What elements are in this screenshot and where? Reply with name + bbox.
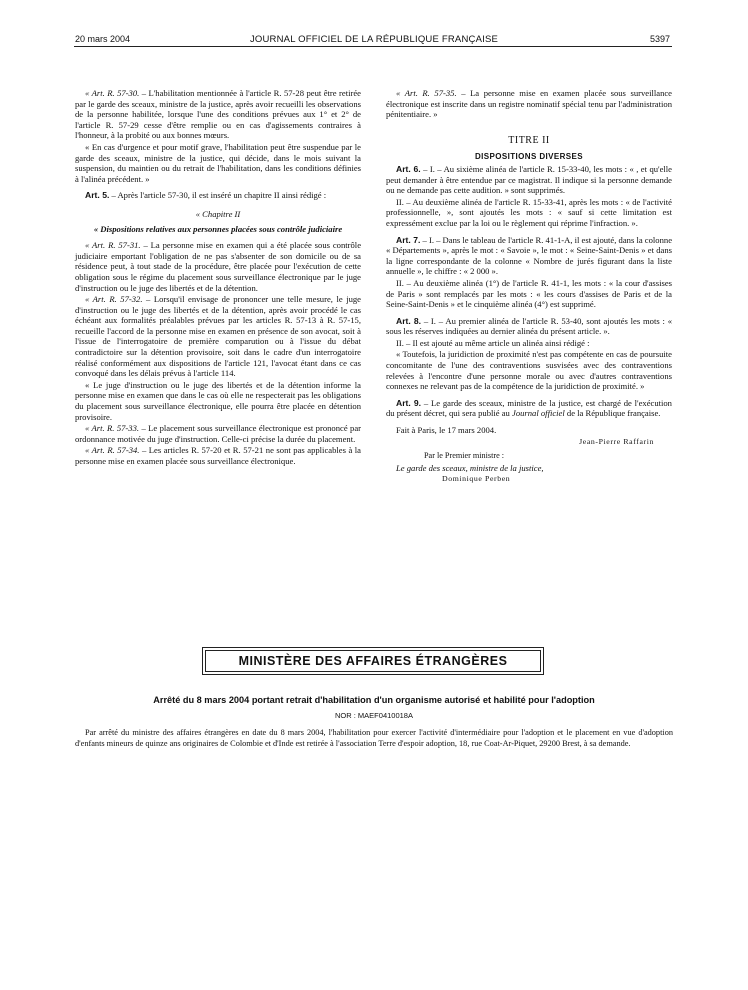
nor-reference: NOR : MAEF0410018A: [335, 711, 413, 720]
article-text: – I. – Au premier alinéa de l'article R. 53-40, sont ajoutés les mots : « sous les réserves indiquées au dernier alinéa du présent article. ».: [386, 315, 672, 337]
signing-place-date: Fait à Paris, le 17 mars 2004.: [396, 425, 497, 436]
header-rule: [74, 46, 672, 47]
minister-name: Dominique Perben: [442, 474, 511, 484]
chapter-title: « Dispositions relatives aux personnes placées sous contrôle judiciaire: [93, 223, 343, 234]
arrete-title: Arrêté du 8 mars 2004 portant retrait d'habilitation d'un organisme autorisé et habilité pour l'adoption: [153, 695, 595, 705]
article-label: Art. 8.: [396, 315, 422, 326]
paragraph: II. – Au deuxième alinéa de l'article R. 15-33-41, après les mots : « de l'activité professionnelle, », sont ajoutés les mots : « sauf si cette limitation est expressément exclue par la loi ou le règlement qui réprime l'infraction. ».: [386, 196, 672, 228]
par-premier-ministre: Par le Premier ministre :: [424, 451, 505, 461]
ministry-box: [202, 647, 544, 675]
article-text: – I. – Au sixième alinéa de l'article R. 15-33-40, les mots : « , et qu'elle peut demander à être entendue par ce magistrat. Il indique si la personne demande ou ne demande pas cette audition. » sont supprimés.: [386, 163, 672, 196]
article-label: « Art. R. 57-35.: [396, 88, 457, 98]
signatory-name: Jean-Pierre Raffarin: [579, 436, 654, 446]
journal-title: JOURNAL OFFICIEL DE LA RÉPUBLIQUE FRANÇAISE: [249, 34, 499, 45]
article-text: – Lorsqu'il envisage de prononcer une telle mesure, le juge d'instruction ou le juge des libertés et de la détention, après avoir procédé le cas échéant aux formalités préalables prévues par les articles R. 57-13 à R. 57-15, recueille l'accord de la personne mise en examen en présence de son avocat, soit à l'issue de l'interrogatoire de première comparution ou à l'issue du débat contradictoire sur la détention provisoire, soit dans le cadre d'un interrogatoire réalisé conformément aux dispositions de l'article 121, l'avocat étant dans ce cas convoqué dans les délais prévus à l'article 114.: [75, 294, 361, 379]
article-label: Art. 9.: [396, 397, 422, 408]
article-8: [386, 316, 672, 337]
art-r57-32: [75, 294, 361, 379]
article-text: – L'habilitation mentionnée à l'article R. 57-28 peut être retirée par le garde des sceaux, ministre de la justice, après avoir recueilli les observations de la personne habilitée, lorsque l'une des conditions prévues aux 1° et 2° de l'article R. 57-29 cesse d'être remplie ou en cas d'agissements contraires à l'honneur, à la probité ou aux bonnes mœurs.: [75, 88, 362, 141]
left-column: [75, 88, 361, 467]
article-text: – Après l'article 57-30, il est inséré un chapitre II ainsi rédigé :: [109, 190, 327, 201]
chapter-heading: « Chapitre II: [195, 208, 241, 219]
article-label: « Art. R. 57-30.: [85, 88, 140, 98]
article-label: Art. 5.: [85, 190, 110, 201]
article-text: – Le placement sous surveillance électronique est prononcé par ordonnance motivée du juge d'instruction. Celle-ci précise la durée du placement.: [75, 423, 361, 444]
article-text: de la République française.: [564, 408, 661, 419]
art-r57-31: [75, 240, 361, 293]
article-label: « Art. R. 57-34.: [85, 445, 140, 456]
article-label: « Art. R. 57-31.: [85, 240, 141, 251]
article-label: « Art. R. 57-33.: [85, 423, 140, 434]
art-r57-30: [75, 88, 361, 141]
article-label: « Art. R. 57-32.: [85, 294, 143, 305]
paragraph: II. – Il est ajouté au même article un alinéa ainsi rédigé :: [396, 337, 590, 348]
paragraph: « Toutefois, la juridiction de proximité n'est pas compétente en cas de poursuite concomitante de l'une des contraventions susvisées avec des contraventions relevées à l'encontre d'une personne morale ou avec d'autres contraventions connexes ne relevant pas de la compétence de la juridiction de proximité. »: [386, 349, 672, 392]
article-label: Art. 6.: [396, 163, 421, 174]
art-r57-34: [75, 445, 361, 466]
page-number: 5397: [649, 34, 670, 44]
ministry-title: MINISTÈRE DES AFFAIRES ÉTRANGÈRES: [205, 650, 541, 672]
arrete-body: Par arrêté du ministre des affaires étrangères en date du 8 mars 2004, l'habilitation pour exercer l'activité d'intermédiaire pour l'adoption et le placement en vue d'adoption d'enfants mineurs de quinze ans originaires de Colombie et d'Inde est retirée à l'association Terre d'espoir adoption, 18, rue Coat-Ar-Piquet, 29200 Brest, à sa demande.: [75, 728, 673, 748]
header-date: 20 mars 2004: [75, 34, 131, 44]
article-5: [75, 190, 361, 201]
article-6: [386, 164, 672, 196]
article-text: – Les articles R. 57-20 et R. 57-21 ne sont pas applicables à la personne mise en examen placée sous surveillance électronique.: [75, 445, 361, 466]
article-text: – La personne mise en examen placée sous surveillance électronique est inscrite dans un registre nominatif spécial tenu par l'administration pénitentiaire. »: [386, 88, 672, 120]
paragraph: « Le juge d'instruction ou le juge des libertés et de la détention informe la personne mise en examen que dans le cas où elle ne respecterait pas les obligations du placement sous surveillance électronique, elle pourra être placée en détention provisoire.: [75, 379, 361, 422]
garde-des-sceaux: Le garde des sceaux, ministre de la justice,: [396, 462, 544, 473]
article-label: Art. 7.: [396, 234, 421, 245]
paragraph: II. – Au deuxième alinéa (1°) de l'article R. 41-1, les mots : « la cour d'assises de Paris » sont remplacés par les mots : « les cours d'assises de Paris et de la Seine-Saint-Denis » et le cinquième alinéa (4°) est supprimé.: [386, 277, 672, 310]
paragraph: « En cas d'urgence et pour motif grave, l'habilitation peut être suspendue par le garde des sceaux, ministre de la justice, qui décide, dans le mois suivant la suspension, du maintien ou du retrait de l'habilitation, dans les conditions définies à l'alinéa précédent. »: [75, 141, 361, 184]
right-column: [386, 88, 672, 485]
article-text: – I. – Dans le tableau de l'article R. 41-1-A, il est ajouté, dans la colonne « Départements », après le mot : « Savoie », le mot : « Seine-Saint-Denis » et dans la ligne correspondante de la colonne « Nombre de jurés figurant dans la liste annuelle », le chiffre : « 2 000 ».: [386, 234, 673, 277]
section-subtitle: DISPOSITIONS DIVERSES: [475, 152, 583, 162]
art-r57-35: [386, 88, 672, 120]
article-text: – La personne mise en examen qui a été placée sous contrôle judiciaire emportant l'obligation de ne pas s'absenter de son domicile ou de sa résidence peut, à tout stade de la procédure, être placée pour l'exécution de cette obligation sous le régime du placement sous surveillance électronique par le juge d'instruction ou le juge des libertés et de la détention.: [75, 240, 362, 293]
article-7: [386, 235, 672, 277]
article-9: [386, 398, 672, 419]
article-text: – Le garde des sceaux, ministre de la justice, est chargé de l'exécution du présent décret, qui sera publié au: [386, 397, 672, 419]
titre-heading: TITRE II: [508, 134, 550, 146]
journal-officiel-ref: Journal officiel: [512, 408, 565, 419]
art-r57-33: [75, 423, 361, 444]
